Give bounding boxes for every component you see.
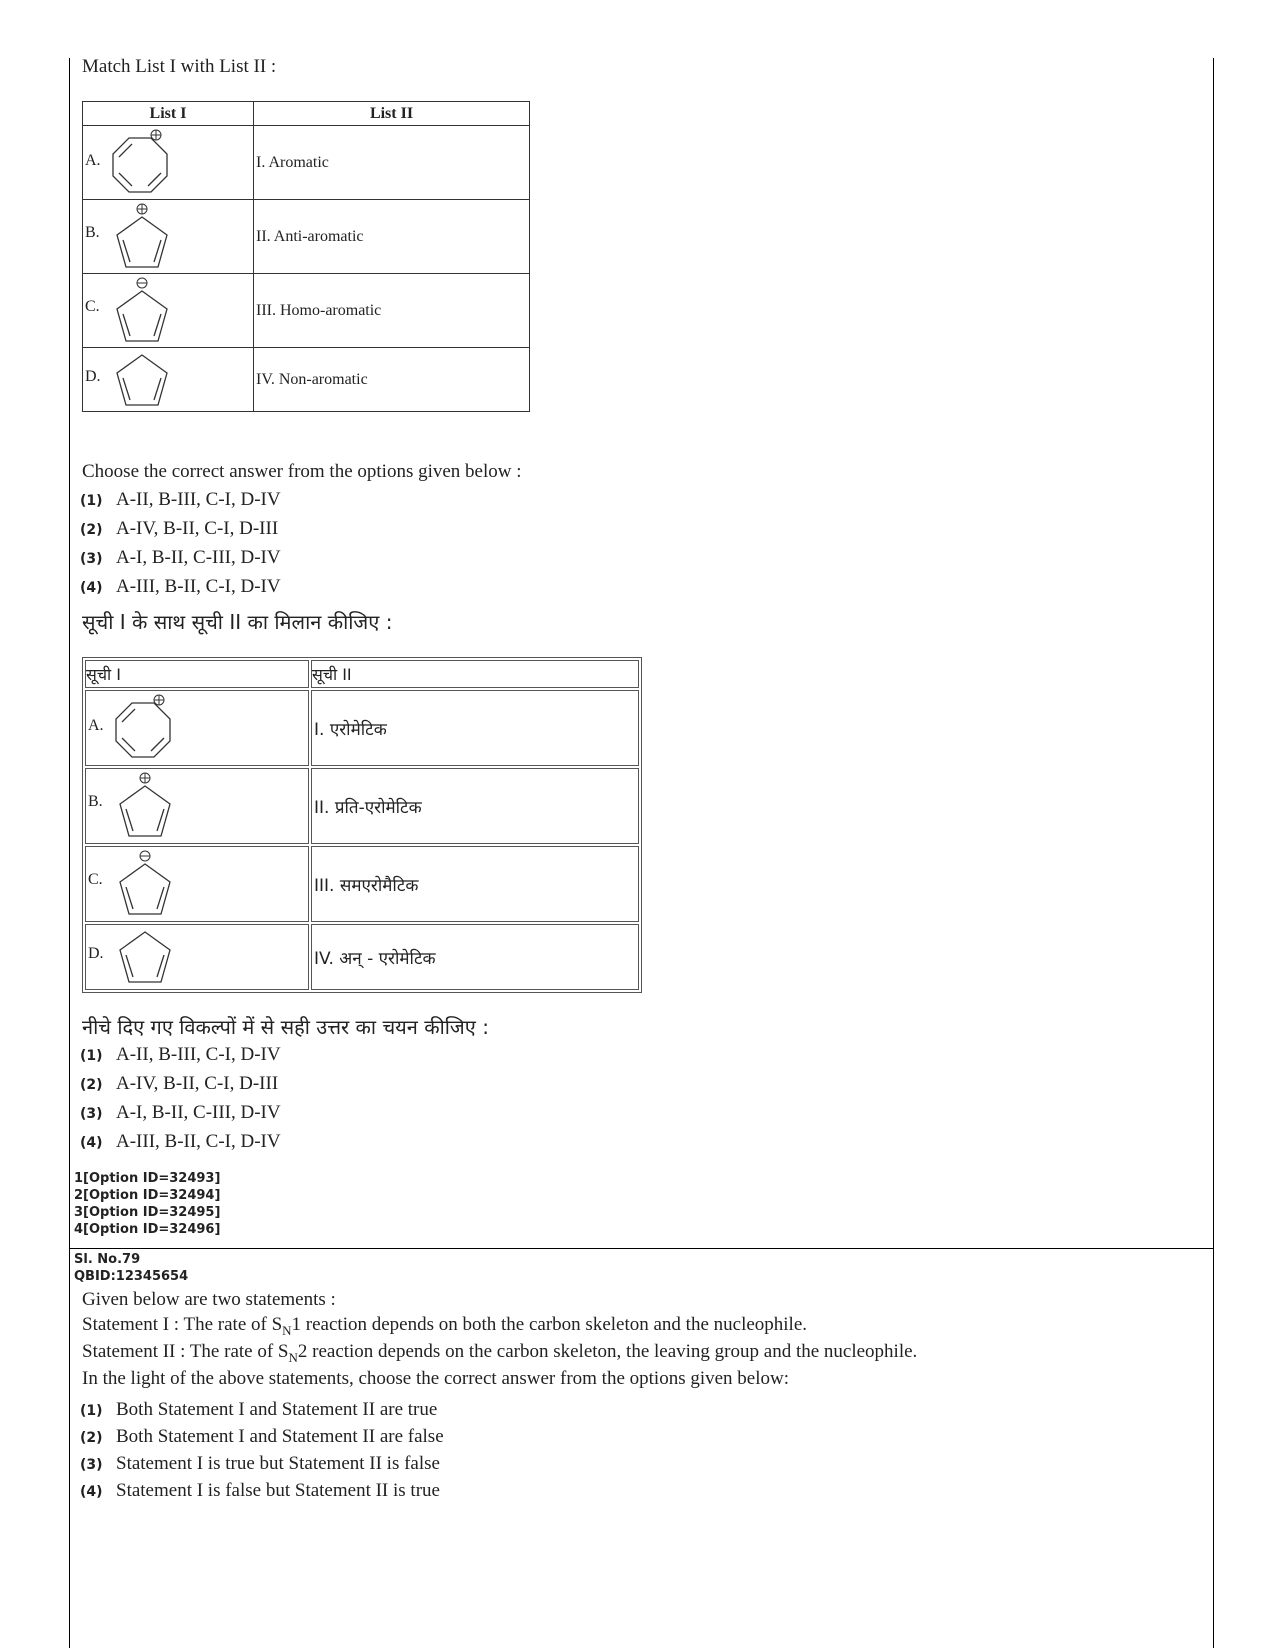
list2-item: IV. अन् - एरोमेटिक xyxy=(314,948,436,969)
q78-option-3-hi[interactable]: (3) A-I, B-II, C-III, D-IV xyxy=(80,1102,281,1123)
q79-instruction: In the light of the above statements, choose the correct answer from the options given below: xyxy=(82,1368,790,1389)
table-row xyxy=(83,200,530,274)
row-label: B. xyxy=(88,793,103,810)
q79-option-2[interactable]: (2) Both Statement I and Statement II are false xyxy=(80,1426,444,1447)
q79-statement-2: Statement II : The rate of $S_N2$ reaction depends on the carbon skeleton, the leaving group and the nucleophile. xyxy=(82,1341,918,1365)
cyclopentadienyl-anion-icon xyxy=(107,276,177,346)
table-header-list2-hi: सूची II xyxy=(311,660,639,688)
q78-option-2-hi[interactable]: (2) A-IV, B-II, C-I, D-III xyxy=(80,1073,279,1094)
option-id-1: 1[Option ID=32493] xyxy=(74,1171,221,1186)
q78-option-1[interactable]: (1) A-II, B-III, C-I, D-IV xyxy=(80,489,281,510)
question-separator xyxy=(69,1248,1214,1249)
row-label: C. xyxy=(85,298,100,315)
cyclooctatetraenyl-cation-icon xyxy=(105,128,175,198)
row-label: B. xyxy=(85,224,100,241)
list2-item: IV. Non-aromatic xyxy=(256,370,368,388)
table-row xyxy=(83,126,530,200)
list2-item: III. Homo-aromatic xyxy=(256,301,382,319)
q78-option-2[interactable]: (2) A-IV, B-II, C-I, D-III xyxy=(80,518,279,539)
table-row xyxy=(85,690,639,766)
table-row xyxy=(83,274,530,348)
q79-statement-1: Statement I : The rate of $S_N1$ reaction depends on both the carbon skeleton and the nucleophile. xyxy=(82,1314,808,1338)
q78-option-4[interactable]: (4) A-III, B-II, C-I, D-IV xyxy=(80,576,281,597)
row-label: A. xyxy=(85,152,101,169)
right-border-line xyxy=(1213,58,1214,1648)
table-header-list1-hi: सूची I xyxy=(85,660,309,688)
q79-header xyxy=(74,1251,188,1285)
list2-item: I. एरोमेटिक xyxy=(314,719,387,740)
q79-option-4[interactable]: (4) Statement I is false but Statement II is true xyxy=(80,1480,440,1501)
q78-option-4-hi[interactable]: (4) A-III, B-II, C-I, D-IV xyxy=(80,1131,281,1152)
q79-intro: Given below are two statements : xyxy=(82,1289,336,1310)
q78-choose-en: Choose the correct answer from the options given below : xyxy=(82,461,522,482)
option-id-2: 2[Option ID=32494] xyxy=(74,1188,221,1203)
q78-intro-hi: सूची I के साथ सूची II का मिलान कीजिए : xyxy=(82,610,393,634)
table-row xyxy=(83,348,530,412)
table-row xyxy=(85,846,639,922)
row-label: D. xyxy=(88,945,104,962)
match-table-en xyxy=(82,101,530,412)
row-label: A. xyxy=(88,717,104,734)
option-id-3: 3[Option ID=32495] xyxy=(74,1205,221,1220)
q78-option-1-hi[interactable]: (1) A-II, B-III, C-I, D-IV xyxy=(80,1044,281,1065)
left-border-line xyxy=(69,58,70,1648)
cyclopentadiene-icon xyxy=(110,927,180,987)
sl-no: Sl. No.79 xyxy=(74,1252,141,1267)
q79-option-3[interactable]: (3) Statement I is true but Statement II is false xyxy=(80,1453,440,1474)
table-header-list1: List I xyxy=(83,102,254,126)
table-row xyxy=(85,924,639,990)
table-header-list2: List II xyxy=(254,102,530,126)
row-label: C. xyxy=(88,871,103,888)
option-id-4: 4[Option ID=32496] xyxy=(74,1222,221,1237)
cyclopentadiene-icon xyxy=(107,350,177,410)
q79-option-1[interactable]: (1) Both Statement I and Statement II are true xyxy=(80,1399,438,1420)
list2-item: I. Aromatic xyxy=(256,153,329,171)
table-row xyxy=(85,768,639,844)
cyclopentadienyl-cation-icon xyxy=(107,202,177,272)
list2-item: II. Anti-aromatic xyxy=(256,227,364,245)
q78-choose-hi: नीचे दिए गए विकल्पों में से सही उत्तर का चयन कीजिए : xyxy=(82,1015,489,1039)
list2-item: II. प्रति-एरोमेटिक xyxy=(314,797,422,818)
cyclopentadienyl-anion-icon xyxy=(110,849,180,919)
qbid: QBID:12345654 xyxy=(74,1269,189,1284)
cyclooctatetraenyl-cation-icon xyxy=(108,693,178,763)
q78-intro-en: Match List I with List II : xyxy=(82,56,277,77)
option-id-list xyxy=(74,1170,220,1238)
q78-option-3[interactable]: (3) A-I, B-II, C-III, D-IV xyxy=(80,547,281,568)
row-label: D. xyxy=(85,368,101,385)
match-table-hi xyxy=(82,657,642,993)
list2-item: III. समएरोमैटिक xyxy=(314,875,419,896)
cyclopentadienyl-cation-icon xyxy=(110,771,180,841)
